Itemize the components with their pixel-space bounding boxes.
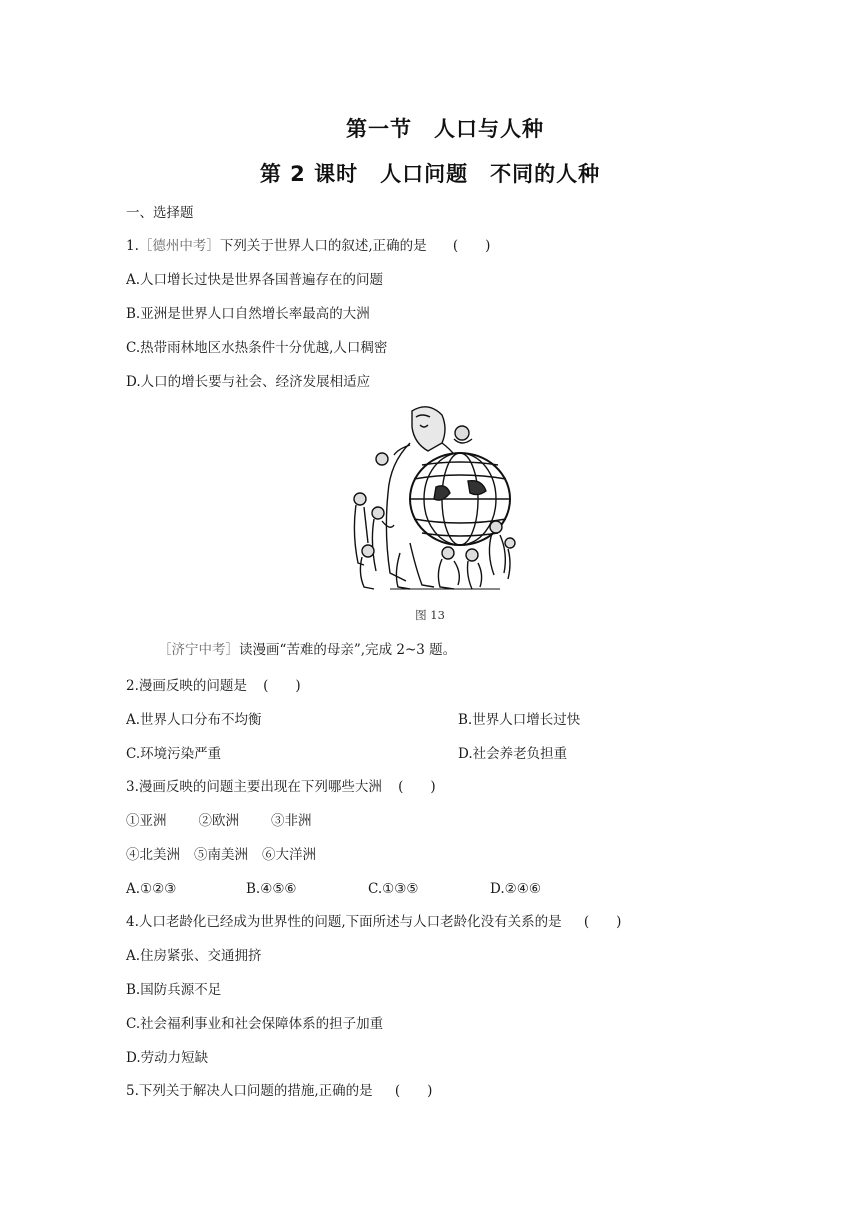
continent-item: ⑥大洋洲 [262, 847, 316, 863]
answer-blank: ( ) [263, 678, 301, 694]
q3-option-a: A.①②③ [126, 881, 177, 897]
q3-continent-list-1 [126, 811, 312, 831]
intro-source: ［济宁中考］ [158, 642, 239, 658]
figure-caption: 图 13 [415, 608, 445, 622]
shared-stem-intro [158, 640, 456, 660]
q2-option-d: D.社会养老负担重 [458, 746, 568, 762]
q3-option-b: B.④⑤⑥ [246, 881, 297, 897]
answer-blank: ( ) [394, 1083, 433, 1099]
answer-blank: ( ) [583, 914, 622, 930]
continent-item: ④北美洲 [126, 847, 180, 863]
q2-option-a: A.世界人口分布不均衡 [126, 712, 262, 728]
q1-option-a: A.人口增长过快是世界各国普遍存在的问题 [126, 272, 384, 288]
question-4-stem [126, 912, 630, 932]
q1-option-c: C.热带雨林地区水热条件十分优越,人口稠密 [126, 340, 388, 356]
question-text: 3.漫画反映的问题主要出现在下列哪些大洲 [126, 779, 382, 795]
q4-option-a: A.住房紧张、交通拥挤 [126, 948, 262, 964]
continent-item: ③非洲 [271, 813, 312, 829]
question-source: ［德州中考］ [138, 238, 220, 254]
q1-option-b: B.亚洲是世界人口自然增长率最高的大洲 [126, 306, 370, 322]
question-text: 下列关于世界人口的叙述,正确的是 [219, 238, 427, 254]
question-text: 2.漫画反映的问题是 [126, 678, 247, 694]
lesson-title: 第 2 课时 人口问题 不同的人种 [259, 162, 601, 186]
q2-option-c: C.环境污染严重 [126, 746, 222, 762]
q3-option-c: C.①③⑤ [368, 881, 419, 897]
q4-option-d: D.劳动力短缺 [126, 1050, 209, 1066]
question-text: 4.人口老龄化已经成为世界性的问题,下面所述与人口老龄化没有关系的是 [126, 914, 562, 930]
question-text: 5.下列关于解决人口问题的措施,正确的是 [126, 1083, 373, 1099]
question-5-stem [126, 1081, 441, 1101]
q1-option-d: D.人口的增长要与社会、经济发展相适应 [126, 374, 371, 390]
question-3-stem [126, 777, 444, 797]
continent-item: ②欧洲 [198, 813, 239, 829]
answer-blank: ( ) [398, 779, 436, 795]
q4-option-c: C.社会福利事业和社会保障体系的担子加重 [126, 1016, 384, 1032]
q2-option-b: B.世界人口增长过快 [458, 712, 581, 728]
question-1-stem [126, 236, 499, 256]
question-2-stem [126, 676, 309, 696]
continent-item: ①亚洲 [126, 813, 167, 829]
q3-option-d: D.②④⑥ [490, 881, 541, 897]
part-heading: 一、选择题 [126, 205, 194, 221]
continent-item: ⑤南美洲 [194, 847, 248, 863]
q4-option-b: B.国防兵源不足 [126, 982, 222, 998]
answer-blank: ( ) [452, 238, 491, 254]
intro-text: 读漫画“苦难的母亲”,完成 2~3 题。 [239, 642, 457, 658]
section-title: 第一节 人口与人种 [346, 117, 544, 141]
question-number: 1. [126, 238, 139, 254]
cartoon-mother-carrying-globe-icon [350, 403, 520, 593]
q3-continent-list-2 [126, 845, 316, 865]
